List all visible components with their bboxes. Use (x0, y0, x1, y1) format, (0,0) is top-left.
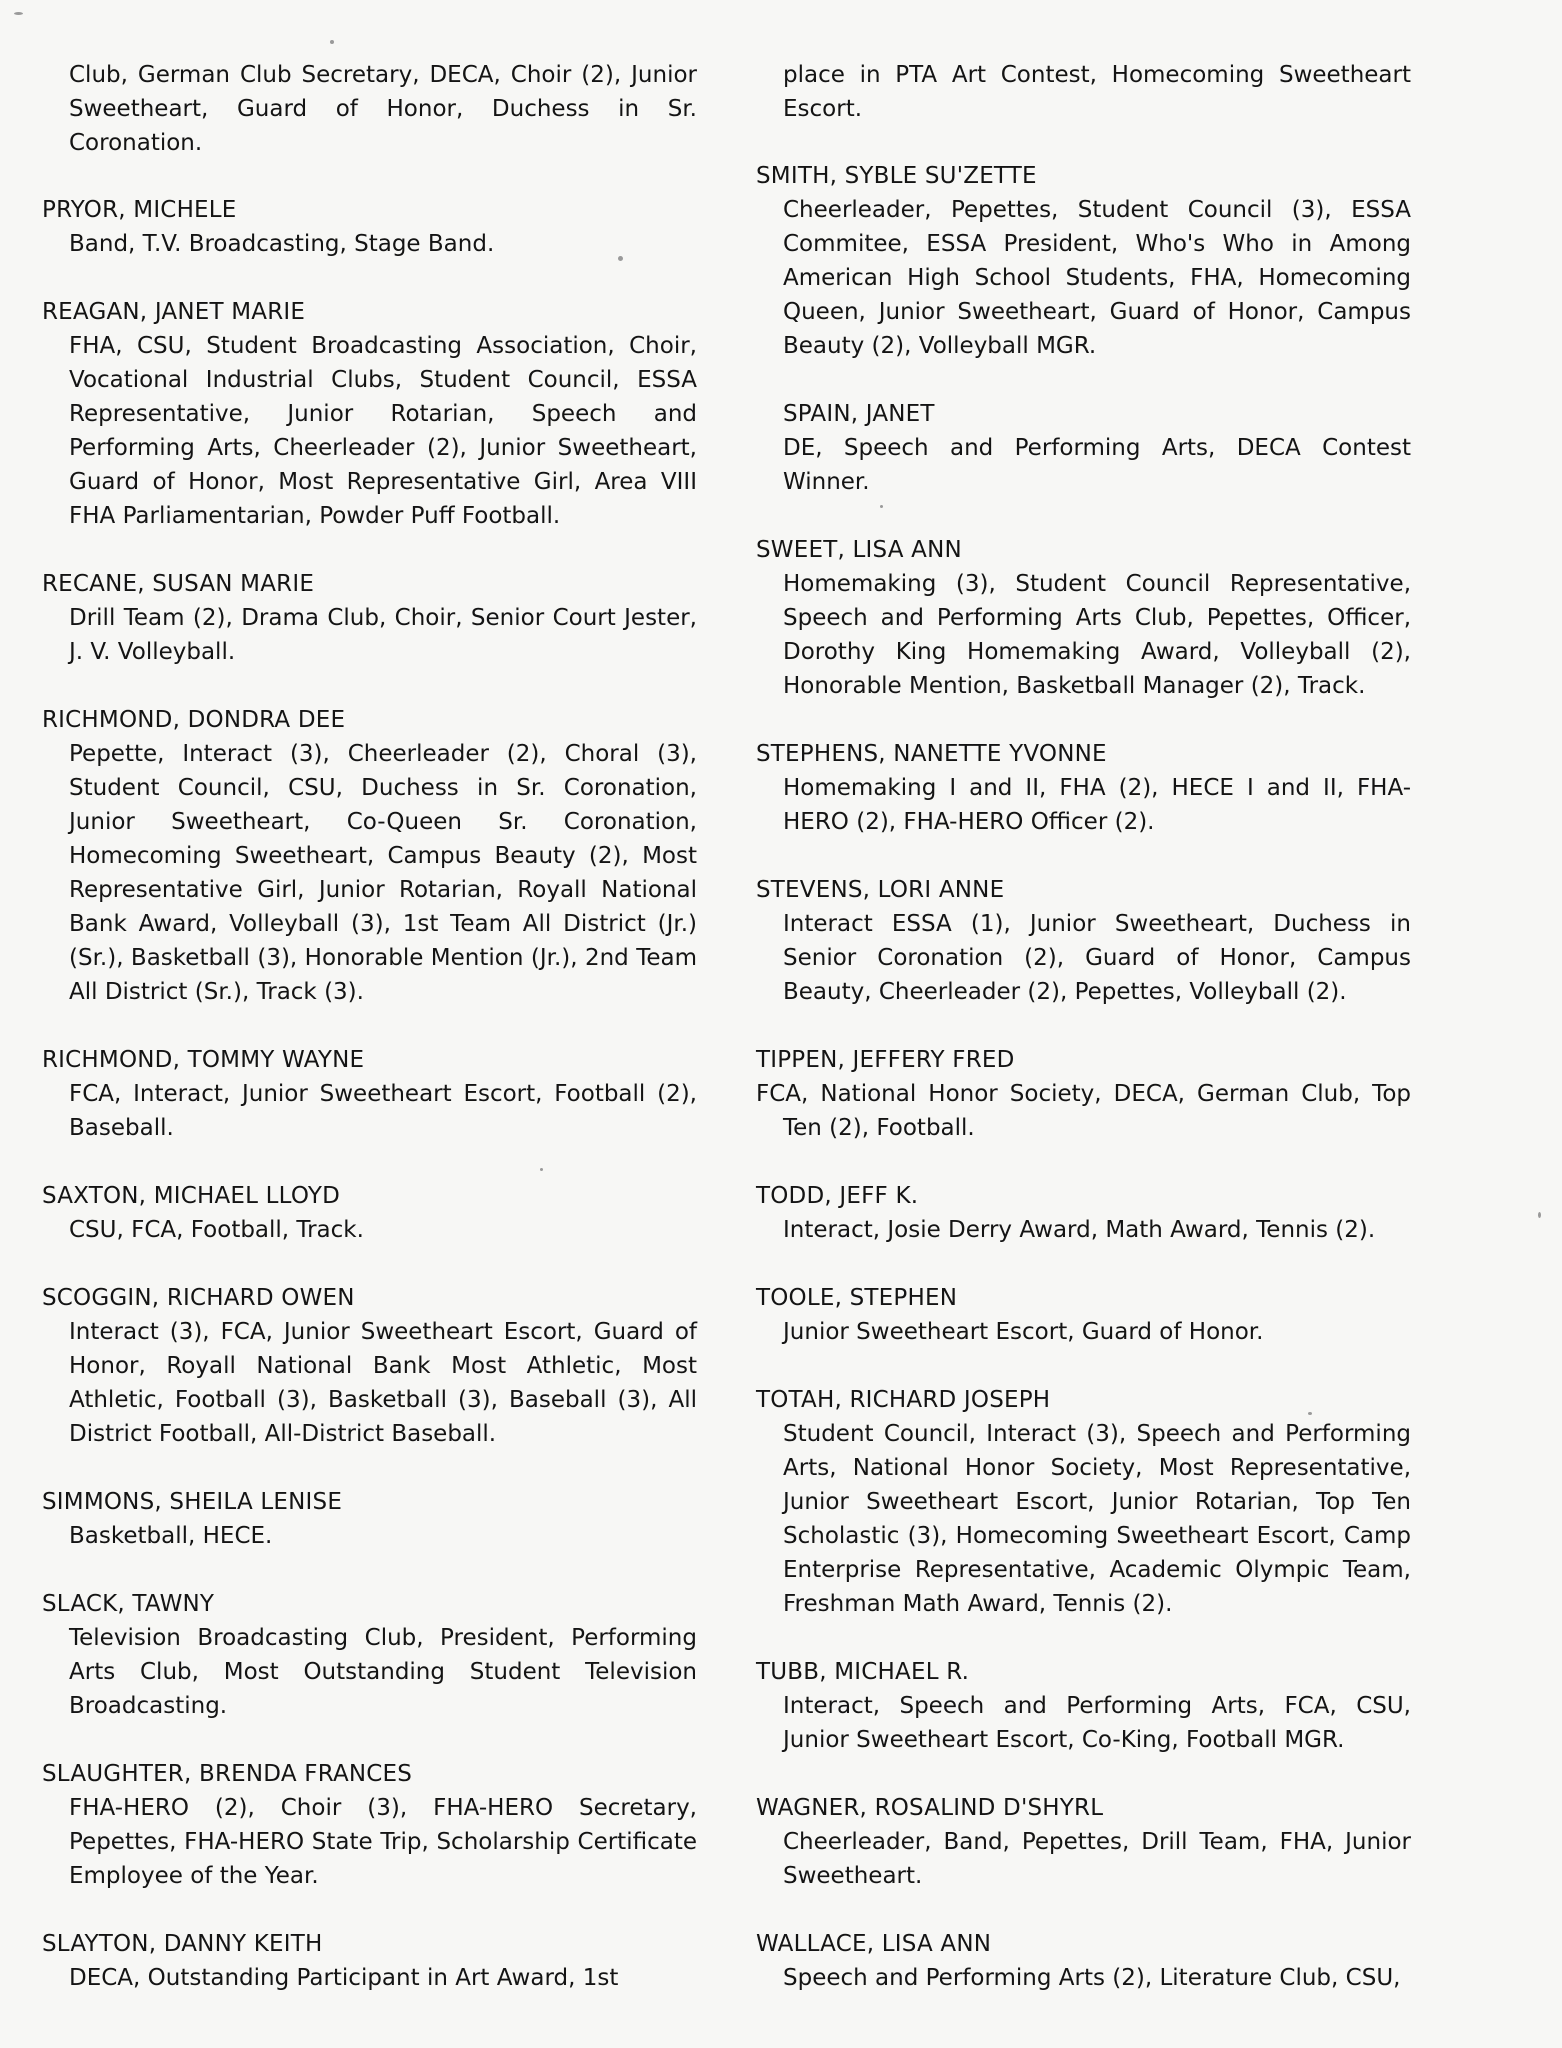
senior-name: SMITH, SYBLE SU'ZETTE (756, 163, 1037, 189)
senior-activities: FHA, CSU, Student Broadcasting Association, Choir, Vocational Industrial Clubs, Student Council, ESSA Representative, Junior Rotarian, Speech and Performing Arts, Cheerleader (2), Junior Sweetheart, Guard of Honor, Most Representative Girl, Area VIII FHA Parliamentarian, Powder Puff Football. (69, 333, 697, 529)
senior-name: SPAIN, JANET (783, 401, 935, 427)
continued-entry-text: place in PTA Art Contest, Homecoming Sweetheart Escort. (783, 62, 1411, 122)
senior-activities: Homemaking I and II, FHA (2), HECE I and II, FHA-HERO (2), FHA-HERO Officer (2). (783, 775, 1411, 835)
senior-entry (756, 1927, 1411, 1995)
senior-entry (756, 1655, 1411, 1757)
senior-entry (42, 1043, 697, 1145)
senior-name: RECANE, SUSAN MARIE (42, 571, 315, 597)
senior-activities: FCA, National Honor Society, DECA, German Club, Top Ten (2), Football. (756, 1081, 1411, 1141)
senior-entry (756, 533, 1411, 703)
senior-activities: DECA, Outstanding Participant in Art Award, 1st (69, 1965, 619, 1991)
senior-activities: Interact, Speech and Performing Arts, FCA, CSU, Junior Sweetheart Escort, Co-King, Football MGR. (783, 1693, 1411, 1753)
senior-activities: Student Council, Interact (3), Speech and Performing Arts, National Honor Society, Most Representative, Junior Sweetheart Escort, Junior Rotarian, Top Ten Scholastic (3), Homecoming Sweetheart Escort, Camp Enterprise Representative, Academic Olympic Team, Freshman Math Award, Tennis (2). (783, 1421, 1411, 1617)
senior-name: SLAYTON, DANNY KEITH (42, 1931, 323, 1957)
scan-speck (540, 1168, 543, 1171)
scan-speck (618, 256, 623, 261)
senior-activities: FHA-HERO (2), Choir (3), FHA-HERO Secretary, Pepettes, FHA-HERO State Trip, Scholarship Certificate Employee of the Year. (69, 1795, 697, 1889)
senior-entry (756, 873, 1411, 1009)
senior-name: TOOLE, STEPHEN (756, 1285, 958, 1311)
senior-entry (756, 1179, 1411, 1247)
scan-speck (1308, 1412, 1312, 1415)
continued-entry-text: Club, German Club Secretary, DECA, Choir (2), Junior Sweetheart, Guard of Honor, Duchess in Sr. Coronation. (69, 62, 697, 156)
senior-name: WAGNER, ROSALIND D'SHYRL (756, 1795, 1104, 1821)
scan-speck (330, 40, 334, 44)
senior-name: SLACK, TAWNY (42, 1591, 215, 1617)
senior-name: SLAUGHTER, BRENDA FRANCES (42, 1761, 413, 1787)
senior-name: SCOGGIN, RICHARD OWEN (42, 1285, 355, 1311)
senior-name: TUBB, MICHAEL R. (756, 1659, 970, 1685)
senior-activities: FCA, Interact, Junior Sweetheart Escort, Football (2), Baseball. (69, 1081, 697, 1141)
left-column (42, 58, 697, 2029)
senior-activities: Interact (3), FCA, Junior Sweetheart Escort, Guard of Honor, Royall National Bank Most Athletic, Most Athletic, Football (3), Basketball (3), Baseball (3), All District Football, All-District Baseball. (69, 1319, 697, 1447)
senior-activities: Television Broadcasting Club, President, Performing Arts Club, Most Outstanding Student Television Broadcasting. (69, 1625, 697, 1719)
senior-activities: Cheerleader, Band, Pepettes, Drill Team, FHA, Junior Sweetheart. (783, 1829, 1411, 1889)
senior-entry (42, 1757, 697, 1893)
senior-activities: DE, Speech and Performing Arts, DECA Contest Winner. (783, 435, 1411, 495)
senior-name: SAXTON, MICHAEL LLOYD (42, 1183, 341, 1209)
senior-entry (756, 1281, 1411, 1349)
senior-name: STEPHENS, NANETTE YVONNE (756, 741, 1107, 767)
senior-name: SWEET, LISA ANN (756, 537, 962, 563)
senior-name: TODD, JEFF K. (756, 1183, 919, 1209)
senior-activities: Speech and Performing Arts (2), Literature Club, CSU, (783, 1965, 1401, 1991)
senior-entry (42, 1485, 697, 1553)
scan-speck (1538, 1212, 1541, 1218)
senior-entry (42, 295, 697, 533)
senior-activities: Junior Sweetheart Escort, Guard of Honor. (783, 1319, 1264, 1345)
senior-entry (756, 159, 1411, 363)
senior-entry (42, 1281, 697, 1451)
senior-entry (42, 1587, 697, 1723)
senior-activities: Cheerleader, Pepettes, Student Council (3), ESSA Commitee, ESSA President, Who's Who in Among American High School Students, FHA, Homecoming Queen, Junior Sweetheart, Guard of Honor, Campus Beauty (2), Volleyball MGR. (783, 197, 1411, 359)
scan-speck (880, 505, 883, 508)
senior-name: WALLACE, LISA ANN (756, 1931, 992, 1957)
senior-entry (756, 1791, 1411, 1893)
right-column (756, 58, 1411, 2029)
senior-activities: Band, T.V. Broadcasting, Stage Band. (69, 231, 495, 257)
senior-name: RICHMOND, TOMMY WAYNE (42, 1047, 365, 1073)
scan-speck (14, 12, 23, 15)
senior-entry (756, 397, 1411, 499)
senior-name: TOTAH, RICHARD JOSEPH (756, 1387, 1051, 1413)
senior-name: PRYOR, MICHELE (42, 197, 237, 223)
senior-entry (42, 1179, 697, 1247)
senior-entry (756, 737, 1411, 839)
senior-name: TIPPEN, JEFFERY FRED (756, 1047, 1015, 1073)
senior-entry (756, 1383, 1411, 1621)
senior-activities: Drill Team (2), Drama Club, Choir, Senior Court Jester, J. V. Volleyball. (69, 605, 697, 665)
senior-name: RICHMOND, DONDRA DEE (42, 707, 346, 733)
senior-entry (42, 567, 697, 669)
senior-entry (42, 1927, 697, 1995)
senior-name: STEVENS, LORI ANNE (756, 877, 1005, 903)
senior-entry (756, 1043, 1411, 1145)
senior-entry (42, 703, 697, 1009)
senior-name: SIMMONS, SHEILA LENISE (42, 1489, 343, 1515)
senior-name: REAGAN, JANET MARIE (42, 299, 306, 325)
senior-activities: Pepette, Interact (3), Cheerleader (2), Choral (3), Student Council, CSU, Duchess in Sr. Coronation, Junior Sweetheart, Co-Queen Sr. Coronation, Homecoming Sweetheart, Campus Beauty (2), Most Representative Girl, Junior Rotarian, Royall National Bank Award, Volleyball (3), 1st Team All District (Jr.) (Sr.), Basketball (3), Honorable Mention (Jr.), 2nd Team All District (Sr.), Track (3). (69, 741, 697, 1005)
senior-activities: Interact, Josie Derry Award, Math Award, Tennis (2). (783, 1217, 1376, 1243)
senior-activities: CSU, FCA, Football, Track. (69, 1217, 364, 1243)
senior-activities: Homemaking (3), Student Council Representative, Speech and Performing Arts Club, Pepettes, Officer, Dorothy King Homemaking Award, Volleyball (2), Honorable Mention, Basketball Manager (2), Track. (783, 571, 1411, 699)
senior-entry (42, 193, 697, 261)
senior-activities: Basketball, HECE. (69, 1523, 273, 1549)
senior-activities: Interact ESSA (1), Junior Sweetheart, Duchess in Senior Coronation (2), Guard of Honor, Campus Beauty, Cheerleader (2), Pepettes, Volleyball (2). (783, 911, 1411, 1005)
